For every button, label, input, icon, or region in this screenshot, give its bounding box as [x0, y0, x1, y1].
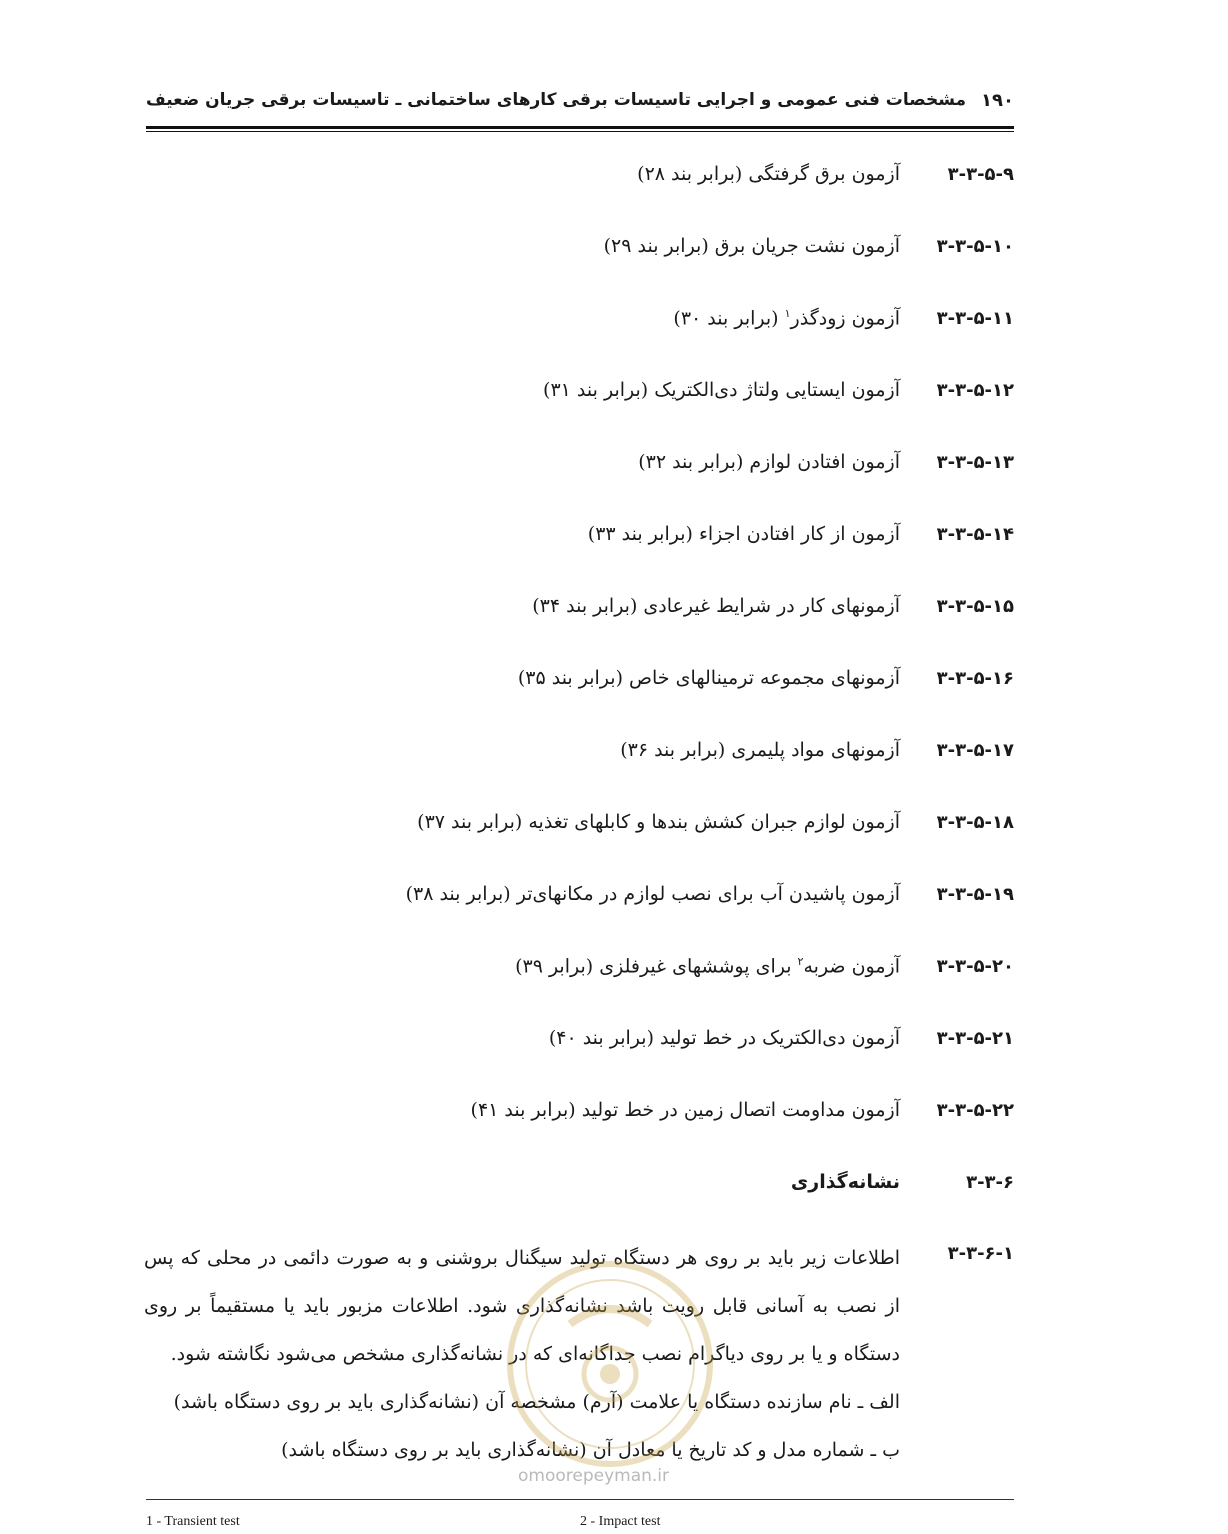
page-header	[146, 86, 1014, 126]
item-number: ۳-۳-۵-۱۲	[936, 379, 1014, 401]
item-text: آزمون برق گرفتگی (برابر بند ۲۸)	[637, 163, 900, 185]
section-heading	[791, 1164, 1014, 1200]
item-number: ۳-۳-۵-۱۷	[936, 739, 1014, 761]
footnote-rule	[146, 1499, 1014, 1500]
item-number: ۳-۳-۵-۱۱	[936, 307, 1014, 329]
section-title: نشانه‌گذاری	[790, 1171, 900, 1193]
item-number: ۳-۳-۵-۱۰	[936, 235, 1014, 257]
item-number: ۳-۳-۵-۱۴	[936, 523, 1014, 545]
item-text: آزمون افتادن لوازم (برابر بند ۳۲)	[638, 451, 900, 473]
test-item	[620, 732, 1014, 768]
item-text: آزمون پاشیدن آب برای نصب لوازم در مکانهای‌تر (برابر بند ۳۸)	[405, 883, 900, 905]
test-item	[406, 876, 1014, 912]
item-text: آزمون لوازم جبران کشش بندها و کابلهای تغذیه (برابر بند ۳۷)	[417, 811, 900, 833]
item-number: ۳-۳-۵-۱۸	[936, 811, 1014, 833]
item-text: آزمونهای کار در شرایط غیرعادی (برابر بند ۳۴)	[532, 595, 900, 617]
item-text-b: برای پوششهای غیرفلزی (برابر ۳۹)	[515, 955, 798, 978]
footnote-1: 1 - Transient test	[146, 1514, 240, 1529]
item-text-a: آزمون زودگذر	[790, 307, 900, 330]
paragraph-text: اطلاعات زیر باید بر روی هر دستگاه تولید سیگنال بروشنی و به صورت دائمی در محلی که پس از نصب به آسانی قابل رویت باشد نشانه‌گذاری شود. اطلاعات مزبور باید یا مستقیماً بر روی دستگاه و یا بر روی دیاگرام نصب جداگانه‌ای که در نشانه‌گذاری مشخص می‌شود نگاشته شود.	[144, 1247, 900, 1365]
test-item	[543, 372, 1014, 408]
test-item	[638, 444, 1014, 480]
item-number: ۳-۳-۵-۱۳	[936, 451, 1014, 473]
test-item	[532, 588, 1014, 624]
item-text: آزمون نشت جریان برق (برابر بند ۲۹)	[603, 235, 900, 257]
paragraph-item-a: الف ـ نام سازنده دستگاه یا علامت (آرم) مشخصه آن (نشانه‌گذاری باید بر روی دستگاه باشد)	[173, 1391, 900, 1413]
footnote-ref: ۲	[797, 954, 804, 968]
paragraph-item-b: ب ـ شماره مدل و کد تاریخ یا معادل آن (نشانه‌گذاری باید بر روی دستگاه باشد)	[281, 1439, 900, 1461]
running-title: مشخصات فنی عمومی و اجرایی تاسیسات برقی کارهای ساختمانی ـ تاسیسات برقی جریان ضعیف	[146, 90, 967, 110]
item-number: ۳-۳-۵-۲۱	[936, 1027, 1014, 1049]
item-text	[673, 307, 900, 329]
test-item	[637, 156, 1014, 192]
item-number: ۳-۳-۵-۱۵	[936, 595, 1014, 617]
test-item	[588, 516, 1014, 552]
item-number: ۳-۳-۵-۲۰	[936, 955, 1014, 977]
test-item	[518, 660, 1014, 696]
item-text: آزمون دی‌الکتریک در خط تولید (برابر بند ۴۰)	[548, 1027, 900, 1049]
page-number: ۱۹۰	[981, 90, 1014, 111]
header-rule-thin	[146, 131, 1014, 132]
item-text-a: آزمون ضربه	[803, 955, 900, 978]
footnote-ref: ۱	[784, 306, 791, 320]
item-text: آزمونهای مواد پلیمری (برابر بند ۳۶)	[620, 739, 900, 761]
header-rule-thick	[146, 126, 1014, 129]
item-text: آزمون ایستایی ولتاژ دی‌الکتریک (برابر بند ۳۱)	[543, 379, 900, 401]
item-text-b: (برابر بند ۳۰)	[673, 307, 785, 330]
item-number: ۳-۳-۵-۹	[947, 163, 1014, 185]
item-text: آزمون از کار افتادن اجزاء (برابر بند ۳۳)	[587, 523, 900, 545]
item-text: آزمونهای مجموعه ترمینالهای خاص (برابر بند ۳۵)	[517, 667, 900, 689]
test-item	[515, 948, 1014, 984]
item-text: آزمون مداومت اتصال زمین در خط تولید (برابر بند ۴۱)	[470, 1099, 900, 1121]
item-number: ۳-۳-۵-۱۶	[936, 667, 1014, 689]
paragraph-number: ۳-۳-۶-۱	[947, 1243, 1014, 1264]
test-item	[604, 228, 1014, 264]
item-text	[515, 955, 900, 977]
item-number: ۳-۳-۵-۲۲	[936, 1099, 1014, 1121]
test-item	[417, 804, 1014, 840]
watermark-site: omoorepeyman.ir	[518, 1466, 670, 1486]
watermark-seal-icon	[500, 1254, 720, 1474]
test-item	[471, 1092, 1014, 1128]
test-item	[549, 1020, 1014, 1056]
test-item	[673, 300, 1014, 336]
item-number: ۳-۳-۵-۱۹	[936, 883, 1014, 905]
footnote-2: 2 - Impact test	[580, 1514, 661, 1529]
section-number: ۳-۳-۶	[966, 1171, 1014, 1193]
